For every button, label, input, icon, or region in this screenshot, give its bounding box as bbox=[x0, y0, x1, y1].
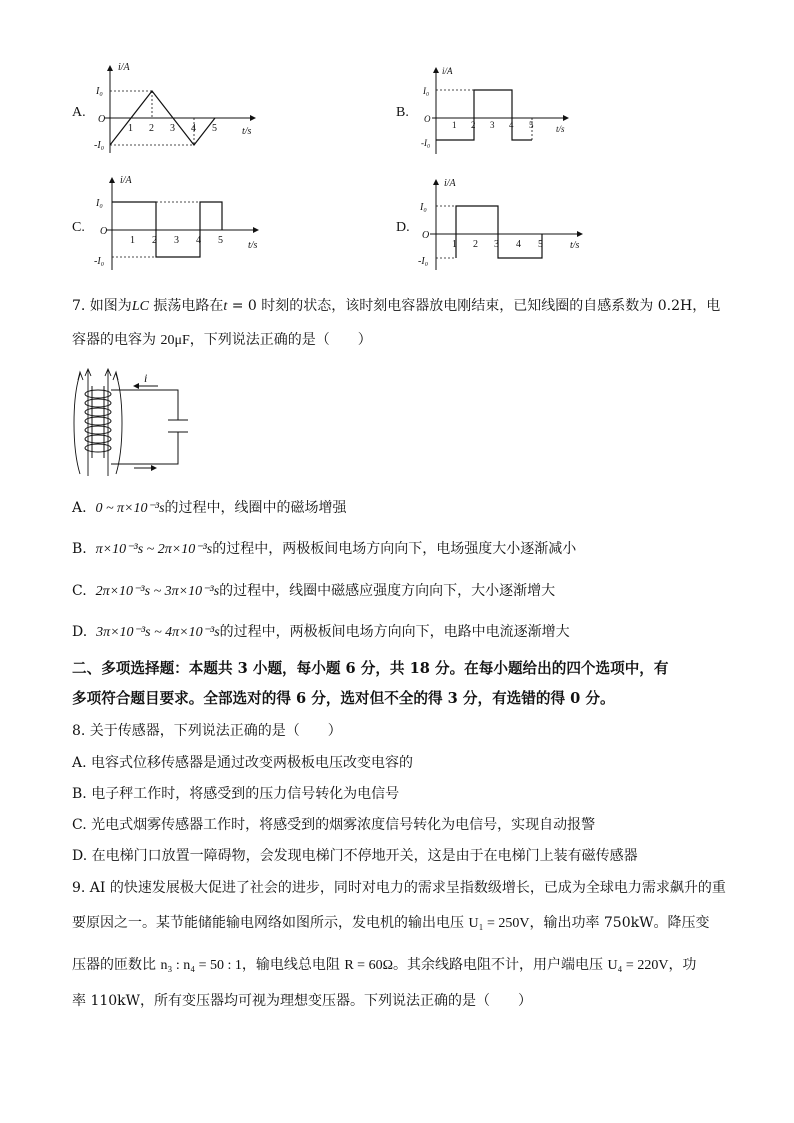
q7-option-a: A. 0 ~ π×10⁻³s的过程中，线圈中的磁场增强 bbox=[72, 500, 347, 516]
pos-label: I₀ bbox=[420, 202, 427, 213]
tick: 3 bbox=[174, 235, 179, 246]
tick: 1 bbox=[452, 120, 457, 130]
graph-d-label: D. bbox=[396, 220, 410, 235]
x-axis-label: t/s bbox=[570, 240, 580, 251]
y-axis-label: i/A bbox=[118, 62, 130, 73]
graph-a-label: A. bbox=[72, 105, 86, 120]
q8-option-c: C. 光电式烟雾传感器工作时，将感受到的烟雾浓度信号转化为电信号，实现自动报警 bbox=[72, 817, 596, 833]
q8-option-d: D. 在电梯门口放置一障碍物，会发现电梯门不停地开关，这是由于在电梯门上装有磁传感器 bbox=[72, 848, 638, 864]
graph-d bbox=[414, 174, 594, 274]
origin-label: O bbox=[100, 226, 108, 237]
pos-label: I₀ bbox=[96, 86, 103, 97]
current-curve bbox=[456, 206, 542, 258]
q9-stem-line3: 压器的匝数比 n₃ : n₄ = 50 : 1，输电线总电阻 R = 60Ω。其余线路电阻不计，用户端电压 U₄ = 220V，功 bbox=[72, 957, 697, 973]
x-axis-label: t/s bbox=[242, 126, 252, 137]
tick: 1 bbox=[128, 123, 133, 134]
graph-c bbox=[90, 172, 270, 274]
y-axis-label: i/A bbox=[120, 175, 132, 186]
origin-label: O bbox=[422, 230, 430, 241]
graph-b-label: B. bbox=[396, 105, 409, 120]
q7-option-d: D. 3π×10⁻³s ~ 4π×10⁻³s的过程中，两极板间电场方向向下，电路中电流逐渐增大 bbox=[72, 624, 570, 640]
tick: 5 bbox=[218, 235, 223, 246]
tick: 3 bbox=[490, 120, 495, 130]
y-axis-label: i/A bbox=[442, 66, 453, 76]
tick: 2 bbox=[471, 120, 476, 130]
pos-label: I₀ bbox=[423, 86, 430, 96]
neg-label: -I₀ bbox=[421, 138, 431, 148]
tick: 1 bbox=[130, 235, 135, 246]
tick: 2 bbox=[152, 235, 157, 246]
x-axis-label: t/s bbox=[248, 240, 258, 251]
q9-stem-line1: 9. AI 的快速发展极大促进了社会的进步，同时对电力的需求呈指数级增长，已成为全球电力需求飙升的重 bbox=[72, 880, 726, 896]
q8-option-b: B. 电子秤工作时，将感受到的压力信号转化为电信号 bbox=[72, 786, 400, 802]
tick: 3 bbox=[170, 123, 175, 134]
q8-stem: 8. 关于传感器，下列说法正确的是（ ） bbox=[72, 723, 342, 739]
y-axis-label: i/A bbox=[444, 178, 456, 189]
section2-heading-line2: 多项符合题目要求。全部选对的得 6 分，选对但不全的得 3 分，有选错的得 0 分。 bbox=[72, 690, 615, 707]
graph-c-label: C. bbox=[72, 220, 85, 235]
current-label: i bbox=[144, 371, 148, 385]
tick: 2 bbox=[473, 239, 478, 250]
tick: 1 bbox=[452, 239, 457, 250]
tick: 5 bbox=[529, 120, 534, 130]
q8-option-a: A. 电容式位移传感器是通过改变两极板电压改变电容的 bbox=[72, 755, 414, 771]
current-curve bbox=[436, 90, 532, 140]
q7-option-c: C. 2π×10⁻³s ~ 3π×10⁻³s的过程中，线圈中磁感应强度方向向下，大小逐渐增大 bbox=[72, 583, 556, 599]
neg-label: -I₀ bbox=[418, 256, 429, 267]
section2-heading-line1: 二、多项选择题：本题共 3 小题，每小题 6 分，共 18 分。在每小题给出的四个选项中，有 bbox=[72, 660, 669, 677]
q7-stem-line1: 7. 如图为LC 振荡电路在t = 0 时刻的状态，该时刻电容器放电刚结束，已知线圈的自感系数为 0.2H，电 bbox=[72, 298, 721, 314]
origin-label: O bbox=[98, 114, 106, 125]
coil bbox=[85, 386, 111, 458]
q9-stem-line2: 要原因之一。某节能储能输电网络如图所示，发电机的输出电压 U₁ = 250V，输出功率 750kW。降压变 bbox=[72, 915, 710, 931]
x-axis-label: t/s bbox=[556, 124, 565, 134]
tick: 4 bbox=[191, 123, 196, 134]
tick: 3 bbox=[494, 239, 499, 250]
tick: 2 bbox=[149, 123, 154, 134]
graph-a bbox=[90, 58, 270, 158]
neg-label: -I₀ bbox=[94, 140, 105, 151]
neg-label: -I₀ bbox=[94, 256, 105, 267]
pos-label: I₀ bbox=[96, 198, 103, 209]
graph-b bbox=[418, 62, 578, 158]
origin-label: O bbox=[424, 114, 431, 124]
lc-circuit-diagram bbox=[68, 368, 198, 480]
tick: 4 bbox=[509, 120, 514, 130]
q7-stem-line2: 容器的电容为 20μF，下列说法正确的是（ ） bbox=[72, 332, 372, 348]
tick: 5 bbox=[538, 239, 543, 250]
tick: 4 bbox=[516, 239, 521, 250]
tick: 4 bbox=[196, 235, 201, 246]
tick: 5 bbox=[212, 123, 217, 134]
q7-option-b: B. π×10⁻³s ~ 2π×10⁻³s的过程中，两极板间电场方向向下，电场强度大小逐渐减小 bbox=[72, 541, 577, 557]
q9-stem-line4: 率 110kW，所有变压器均可视为理想变压器。下列说法正确的是（ ） bbox=[72, 993, 533, 1009]
